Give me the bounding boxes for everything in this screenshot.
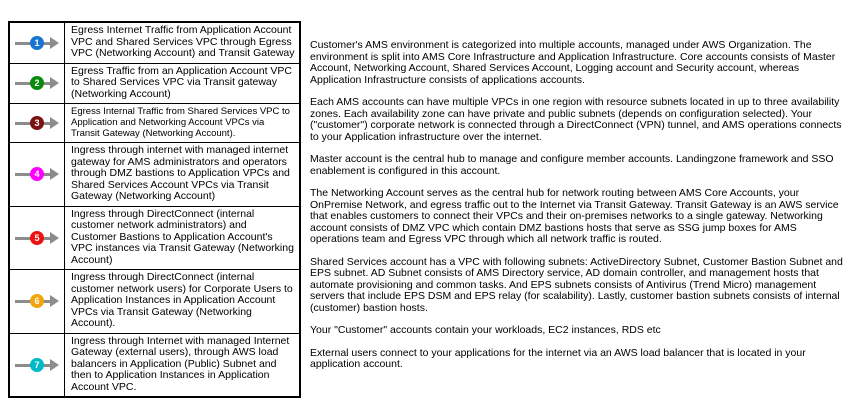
flow-arrow-icon [15,230,59,246]
step-badge: 1 [30,36,44,50]
legend-row [9,104,300,143]
description-paragraph: Your "Customer" accounts contain your workloads, EC2 instances, RDS etc [310,324,661,336]
step-badge: 6 [30,294,44,308]
description-paragraph: Master account is the central hub to manage and configure member accounts. Landingzone framework and SSO enablement is configured in this account. [310,153,834,177]
legend-arrow-cell [9,22,65,63]
legend-arrow-cell [9,333,65,397]
legend-table [8,21,301,398]
description-paragraph: Each AMS accounts can have multiple VPCs in one region with resource subnets located in up to three availability zones. Each availability zone can have private and public subnets (depends on configuration selected). Your ("customer") corporate network is connected through a DirectConnect (VPN) tunnel, and AMS operations connects to your Application infrastructure over the internet. [310,96,842,143]
legend-row [9,333,300,397]
legend-arrow-cell [9,206,65,270]
legend-row [9,22,300,63]
flow-arrow-icon [15,35,59,51]
step-badge: 2 [30,76,44,90]
flow-arrow-icon [15,357,59,373]
legend-arrow-cell [9,104,65,143]
flow-arrow-icon [15,166,59,182]
flow-arrow-icon [15,115,59,131]
legend-row-text: Egress Internal Traffic from Shared Services VPC to Application and Networking Account VPCs via Transit Gateway (Networking Account). [65,104,301,143]
description-paragraph: External users connect to your applications for the internet via an AWS load balancer that is located in your application account. [310,346,806,370]
legend-arrow-cell [9,63,65,104]
legend-row [9,206,300,270]
step-badge: 7 [30,358,44,372]
legend-row-text: Ingress through internet with managed internet gateway for AMS administrators and operators through DMZ bastions to Application VPCs and Shared Services Account VPCs via Transit Gateway (Networking Account) [65,143,301,207]
legend-row [9,63,300,104]
legend-row-text: Ingress through Internet with managed Internet Gateway (external users), through AWS load balancers in Application (Public) Subnet and then to Application Instances in Application Account VPC. [65,333,301,397]
step-badge: 4 [30,167,44,181]
description [310,40,844,382]
legend-row-text: Ingress through DirectConnect (internal customer network users) for Corporate Users to Application Instances in Application Account VPCs via Transit Gateway (Networking Account). [65,270,301,334]
step-badge: 5 [30,231,44,245]
flow-arrow-icon [15,75,59,91]
description-paragraph: The Networking Account serves as the central hub for network routing between AMS Core Accounts, your OnPremise Network, and egress traffic out to the Internet via Transit Gateway. Transit Gateway is an AWS service that enables customers to connect their VPCs and their on-premises networks to a single gateway. Networking account consists of DMZ VPC which contain DMZ bastions hosts that serve as SSG jump boxes for AMS operations team and Egress VPC through which all network traffic is routed. [310,187,839,245]
legend-row-text: Ingress through DirectConnect (internal customer network administrators) and Customer Bastions to Application Account's VPC instances via Transit Gateway (Networking Account) [65,206,301,270]
legend-arrow-cell [9,143,65,207]
legend-row-text: Egress Traffic from an Application Account VPC to Shared Services VPC via Transit gateway (Networking Account) [65,63,301,104]
legend-row [9,143,300,207]
description-paragraph: Customer's AMS environment is categorized into multiple accounts, managed under AWS Organization. The environment is split into AMS Core Infrastructure and Application Infrastructure. Core accounts consists of Master Account, Networking Account, Shared Services Account, Logging account and Security account, whereas Application Infrastructure consists of applications accounts. [310,39,836,86]
flow-arrow-icon [15,293,59,309]
step-badge: 3 [30,116,44,130]
legend-row-text: Egress Internet Traffic from Application Account VPC and Shared Services VPC through Egress VPC (Networking Account) and Transit Gateway [65,22,301,63]
legend-arrow-cell [9,270,65,334]
legend-row [9,270,300,334]
description-paragraph: Shared Services account has a VPC with following subnets: ActiveDirectory Subnet, Customer Bastion Subnet and EPS subnet. AD Subnet consists of AMS Directory service, AD domain controller, and management hosts that automate provisioning and common tasks. And EPS subnets consists of Antivirus (Trend Micro) management servers that include EPS DSM and EPS relay (for scalability). Lastly, customer bastion subnets consists of internal (customer) bastion hosts. [310,255,843,314]
